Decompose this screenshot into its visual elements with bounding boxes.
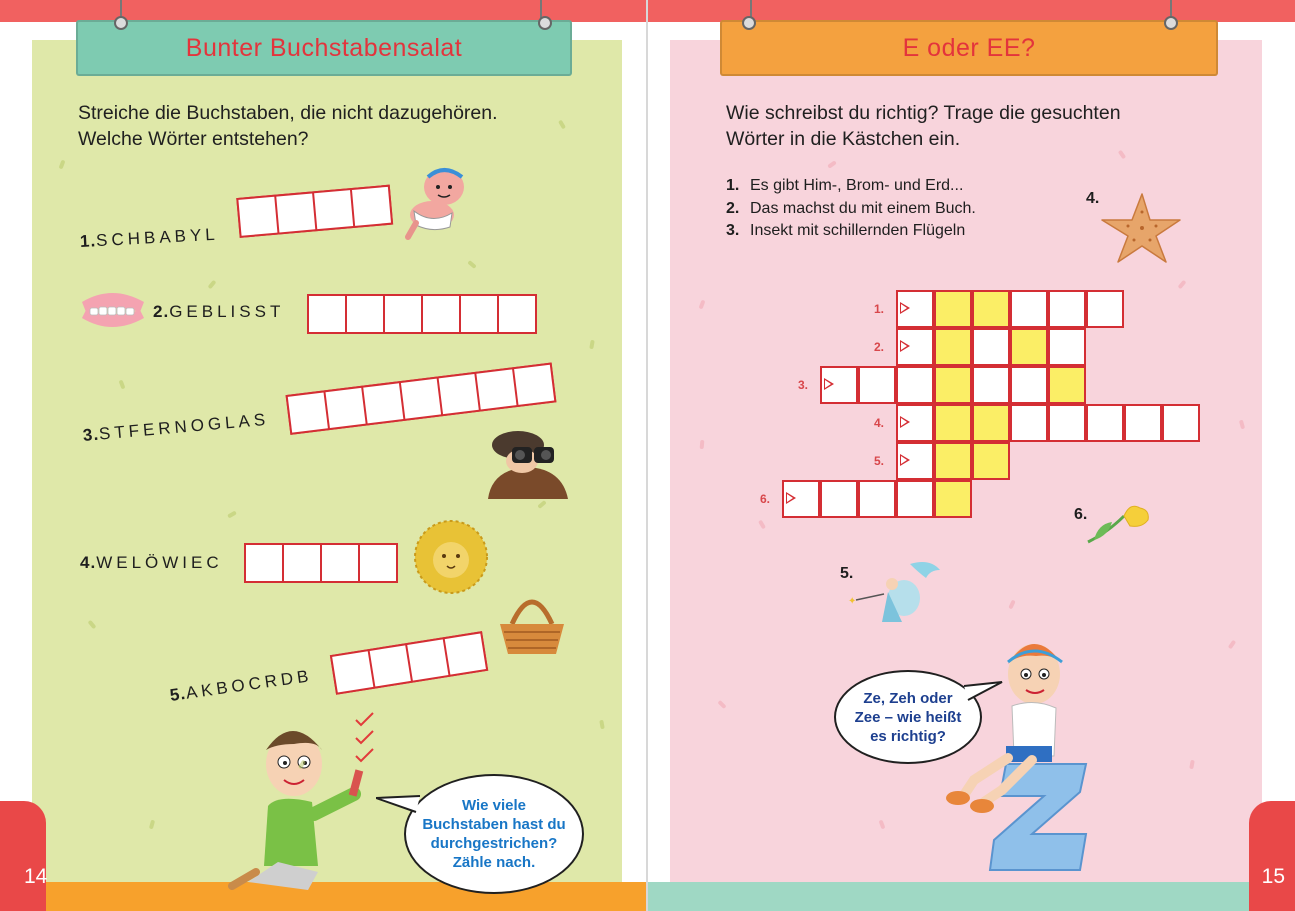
answer-boxes[interactable] (307, 294, 537, 334)
instructions (726, 100, 1246, 152)
crossword-cell[interactable] (858, 480, 896, 518)
checkmarks-icon (354, 712, 376, 772)
basket-icon (496, 596, 568, 656)
crossword-cell[interactable] (1124, 404, 1162, 442)
crossword-cell[interactable] (972, 328, 1010, 366)
crossword-cell[interactable] (1010, 404, 1048, 442)
crossword-cell[interactable] (972, 442, 1010, 480)
crossword-cell[interactable] (934, 404, 972, 442)
scramble-word: 4.WELÖWIEC (80, 553, 223, 572)
arrow-icon (786, 492, 796, 504)
crossword-cell[interactable] (1010, 366, 1048, 404)
left-page (0, 0, 647, 911)
crossword-cell[interactable] (1010, 290, 1048, 328)
picture-number: 6. (1074, 506, 1088, 523)
arrow-icon (900, 340, 910, 352)
crossword-cell[interactable] (972, 290, 1010, 328)
answer-boxes[interactable] (244, 543, 398, 583)
crossword-cell[interactable] (934, 328, 972, 366)
arrow-icon (900, 302, 910, 314)
crossword-cell[interactable] (972, 404, 1010, 442)
crossword-cell[interactable] (782, 480, 820, 518)
crossword-row-label: 6. (760, 492, 771, 506)
crossword-row-label: 1. (874, 302, 885, 316)
scramble-word: 3.STFERNOGLAS (82, 409, 270, 445)
crossword-cell[interactable] (1162, 404, 1200, 442)
crossword-cell[interactable] (934, 290, 972, 328)
nail-icon (114, 16, 128, 30)
crossword-row-label: 2. (874, 340, 885, 354)
crossword-cell[interactable] (934, 480, 972, 518)
svg-text:✦: ✦ (848, 596, 857, 607)
crossword-cell[interactable] (896, 366, 934, 404)
list-item: 1. Es gibt Him-, Brom- und Erd... (726, 177, 964, 194)
starfish-icon (1098, 190, 1184, 266)
page-number: 15 (1261, 865, 1285, 888)
binoculars-man-icon (478, 425, 574, 499)
instructions (78, 100, 598, 152)
page-title: Bunter Buchstabensalat (185, 33, 463, 62)
crossword-cell[interactable] (1048, 328, 1086, 366)
crossword-row-label: 3. (798, 378, 809, 392)
title-banner (76, 20, 572, 76)
speech-bubble: Ze, Zeh oder Zee – wie heißt es richtig? (834, 670, 982, 764)
clue-list (726, 175, 976, 243)
crossword-cell[interactable] (1086, 404, 1124, 442)
crossword-cell[interactable] (896, 290, 934, 328)
instruction-line: Wie schreibst du richtig? Trage die gesuchten (726, 102, 1121, 124)
crossword-cell[interactable] (1048, 366, 1086, 404)
baby-icon (402, 165, 476, 241)
page-title: E oder EE? (902, 33, 1036, 62)
crossword-cell[interactable] (1010, 328, 1048, 366)
list-item: 3. Insekt mit schillernden Flügeln (726, 222, 966, 239)
right-page (648, 0, 1295, 911)
arrow-icon (900, 454, 910, 466)
confetti-speck (700, 440, 705, 449)
list-item: 2. Das machst du mit einem Buch. (726, 199, 976, 217)
title-banner (720, 20, 1218, 76)
crossword-cell[interactable] (1086, 290, 1124, 328)
girl-on-z-icon (936, 634, 1096, 884)
instruction-line: Streiche die Buchstaben, die nicht dazugehören. (78, 102, 498, 124)
scramble-word: 2.GEBLISST (153, 302, 285, 321)
crossword-cell[interactable] (820, 366, 858, 404)
speech-bubble: Wie viele Buchstaben hast du durchgestrichen? Zähle nach. (404, 774, 584, 894)
crossword-cell[interactable] (896, 442, 934, 480)
scramble-word: 1.SCHBABYL (79, 224, 220, 251)
dentures-icon (78, 288, 148, 332)
tulip-icon (1084, 502, 1152, 546)
fairy-icon (848, 558, 944, 628)
page-number: 14 (24, 865, 48, 888)
arrow-icon (900, 416, 910, 428)
crossword-cell[interactable] (896, 480, 934, 518)
instruction-line: Welche Wörter entstehen? (78, 128, 309, 150)
crossword-cell[interactable] (858, 366, 896, 404)
crossword-cell[interactable] (1048, 404, 1086, 442)
picture-number: 4. (1086, 190, 1100, 207)
bottom-band (648, 882, 1295, 911)
scramble-word: 5.AKBOCRDB (168, 666, 314, 705)
crossword-cell[interactable] (820, 480, 858, 518)
picture-number: 5. (840, 565, 854, 582)
page-corner (1249, 801, 1295, 911)
lion-icon (412, 518, 490, 596)
crossword-cell[interactable] (896, 328, 934, 366)
nail-icon (1164, 16, 1178, 30)
crossword-cell[interactable] (972, 366, 1010, 404)
bubble-tail (964, 680, 1004, 702)
crossword-row-label: 5. (874, 454, 885, 468)
crossword-row-label: 4. (874, 416, 885, 430)
bubble-tail (376, 792, 420, 814)
crossword-cell[interactable] (1048, 290, 1086, 328)
nail-icon (538, 16, 552, 30)
crossword-cell[interactable] (934, 366, 972, 404)
crossword-cell[interactable] (934, 442, 972, 480)
page-corner (0, 801, 46, 911)
nail-icon (742, 16, 756, 30)
crossword-cell[interactable] (896, 404, 934, 442)
instruction-line: Wörter in die Kästchen ein. (726, 128, 961, 150)
arrow-icon (824, 378, 834, 390)
